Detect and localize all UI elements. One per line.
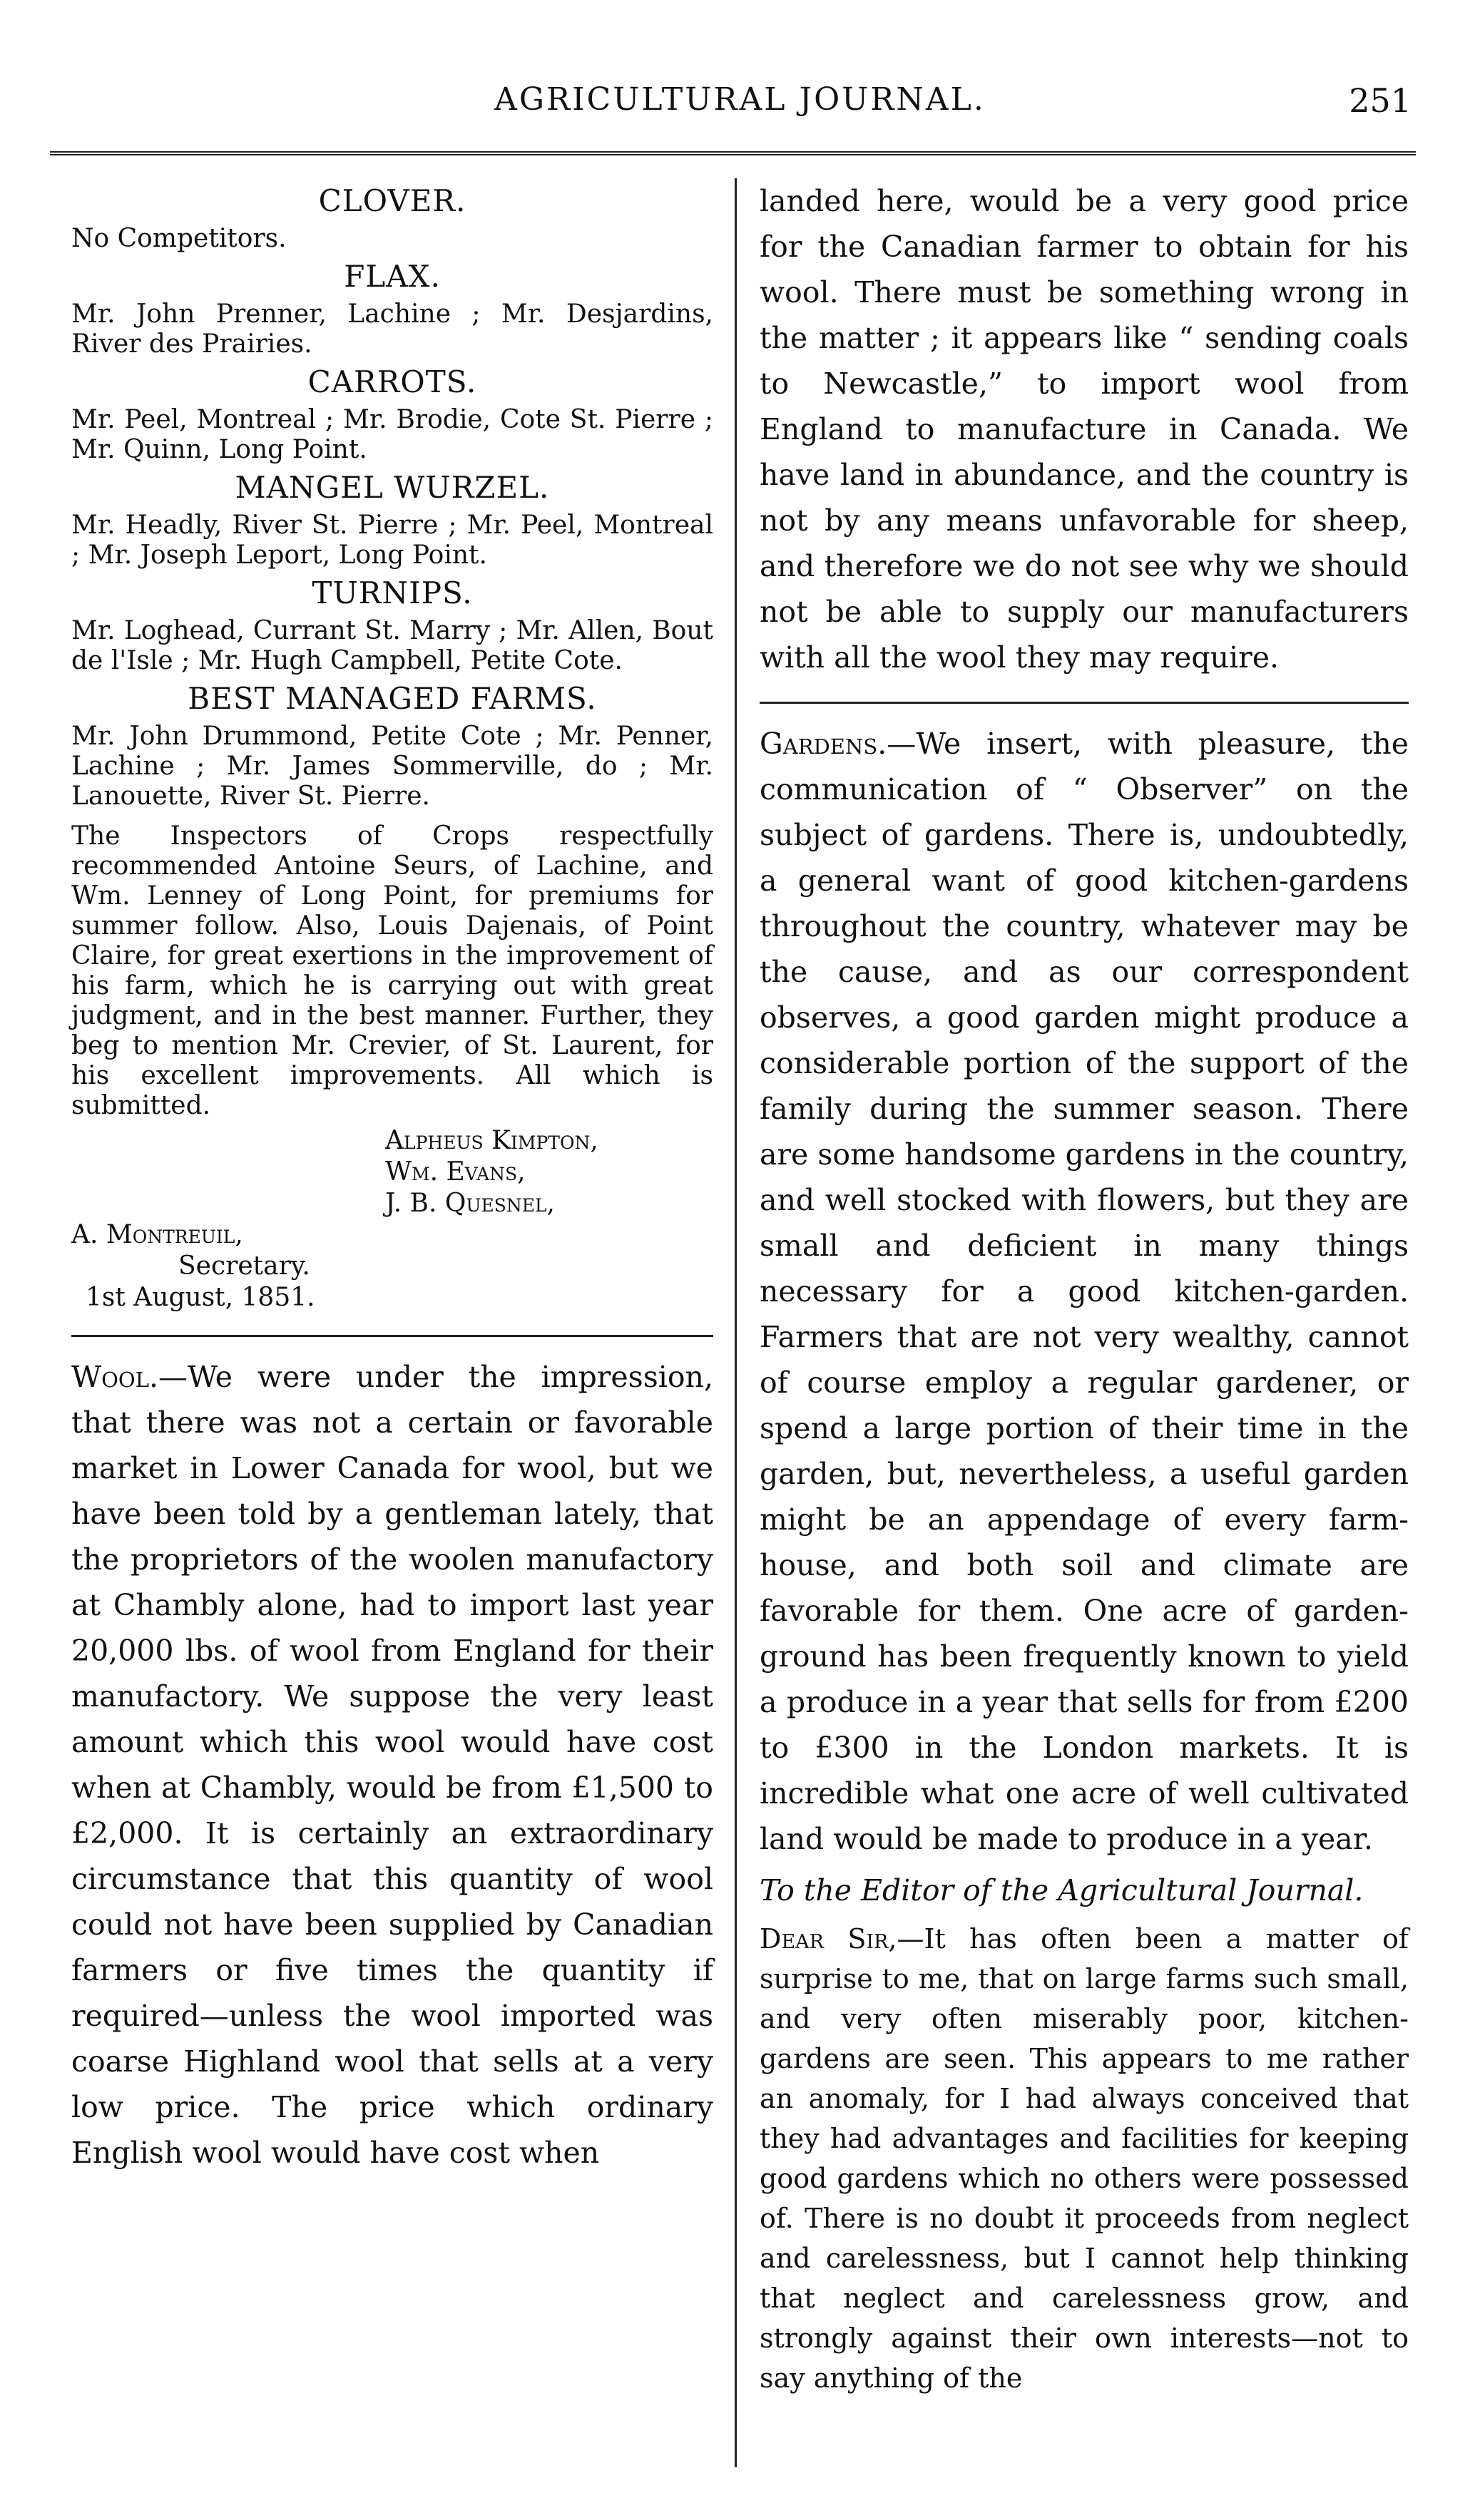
section-rule [71, 1335, 713, 1337]
right-column [760, 178, 1409, 2398]
page-header [0, 0, 1480, 157]
signer-evans: Wm. Evans, [385, 1157, 526, 1187]
heading-turnips: TURNIPS. [312, 575, 473, 610]
turnips-text: Mr. Loghead, Currant St. Marry ; Mr. Allen, Bout de l'Isle ; Mr. Hugh Campbell, Petite Cote. [71, 616, 713, 675]
heading-mangel-wurzel: MANGEL WURZEL. [235, 470, 550, 505]
running-title: AGRICULTURAL JOURNAL. [494, 81, 986, 118]
wool-lead: Wool. [71, 1360, 158, 1394]
header-rule [50, 151, 1416, 155]
left-column [71, 178, 713, 2176]
gardens-lead: Gardens. [760, 727, 887, 761]
flax-text: Mr. John Prenner, Lachine ; Mr. Desjardins, River des Prairies. [71, 299, 713, 359]
gardens-article [760, 721, 1409, 1862]
letter-lead: Dear Sir, [760, 1923, 897, 1955]
signer-quesnel: J. B. Quesnel, [385, 1189, 555, 1218]
secretary-name: A. Montreuil, [71, 1220, 243, 1249]
wool-text: —We were under the impression, that there was not a certain or favorable market in Lower Canada for wool, but we have been told by a gentleman lately, that the proprietors of the woolen manufactory at Chambly alone, had to import last year 20,000 lbs. of wool from England for their manufactory. We suppose the very least amount which this wool would have cost when at Chambly, would be from £1,500 to £2,000. It is certainly an extraordinary circumstance that this quantity of wool could not have been supplied by Canadian farmers or five times the quantity if required—unless the wool imported was coarse Highland wool that sells at a very low price. The price which ordinary English wool would have cost when [71, 1360, 713, 2170]
signatories [71, 1125, 713, 1313]
heading-flax: FLAX. [344, 259, 441, 294]
inspectors-report: The Inspectors of Crops respectfully recommended Antoine Seurs, of Lachine, and Wm. Lenney of Long Point, for premiums for summer follow. Also, Louis Dajenais, of Point Claire, for great exertions in the improvement of his farm, which he is carrying out with great judgment, and in the best manner. Further, they beg to mention Mr. Crevier, of St. Laurent, for his excellent improvements. All which is submitted. [71, 821, 713, 1120]
letter-heading: To the Editor of the Agricultural Journal. [760, 1873, 1364, 1907]
heading-carrots: CARROTS. [307, 364, 477, 399]
signer-kimpton: Alpheus Kimpton, [385, 1126, 598, 1155]
section-rule [760, 702, 1409, 704]
report-date: 1st August, 1851. [86, 1283, 315, 1312]
best-managed-farms-text: Mr. John Drummond, Petite Cote ; Mr. Penner, Lachine ; Mr. James Sommerville, do ; Mr. Lanouette, River St. Pierre. [71, 722, 713, 811]
gardens-text: —We insert, with pleasure, the communication of “ Observer” on the subject of gardens. There is, undoubtedly, a general want of good kitchen-gardens throughout the country, whatever may be the cause, and as our correspondent observes, a good garden might produce a considerable portion of the support of the family during the summer season. There are some handsome gardens in the country, and well stocked with flowers, but they are small and deficient in many things necessary for a good kitchen-garden. Farmers that are not very wealthy, cannot of course employ a regular gardener, or spend a large portion of their time in the garden, but, nevertheless, a useful garden might be an appendage of every farm-house, and both soil and climate are favorable for them. One acre of garden-ground has been frequently known to yield a produce in a year that sells for from £200 to £300 in the London markets. It is incredible what one acre of well cultivated land would be made to produce in a year. [760, 727, 1409, 1856]
page-number: 251 [1349, 81, 1412, 120]
wool-article [71, 1354, 713, 2176]
clover-text: No Competitors. [71, 224, 287, 253]
letter-body [760, 1919, 1409, 2398]
letter-text: —It has often been a matter of surprise to me, that on large farms such small, and very often miserably poor, kitchen-gardens are seen. This appears to me rather an anomaly, for I had always conceived that they had advantages and facilities for keeping good gardens which no others were possessed of. There is no doubt it proceeds from neglect and carelessness, but I cannot help thinking that neglect and carelessness grow, and strongly against their own interests—not to say anything of the [760, 1923, 1409, 2394]
heading-best-managed-farms: BEST MANAGED FARMS. [188, 681, 597, 716]
heading-clover: CLOVER. [318, 183, 466, 218]
secretary-title: Secretary. [178, 1251, 310, 1281]
carrots-text: Mr. Peel, Montreal ; Mr. Brodie, Cote St. Pierre ; Mr. Quinn, Long Point. [71, 405, 713, 464]
mangel-wurzel-text: Mr. Headly, River St. Pierre ; Mr. Peel, Montreal ; Mr. Joseph Leport, Long Point. [71, 511, 713, 570]
wool-article-continued: landed here, would be a very good price for the Canadian farmer to obtain for his wool. There must be something wrong in the matter ; it appears like “ sending coals to Newcastle,” to import wool from England to manufacture in Canada. We have land in abundance, and the country is not by any means unfavorable for sheep, and therefore we do not see why we should not be able to supply our manufacturers with all the wool they may require. [760, 184, 1409, 675]
column-divider [735, 178, 737, 2467]
